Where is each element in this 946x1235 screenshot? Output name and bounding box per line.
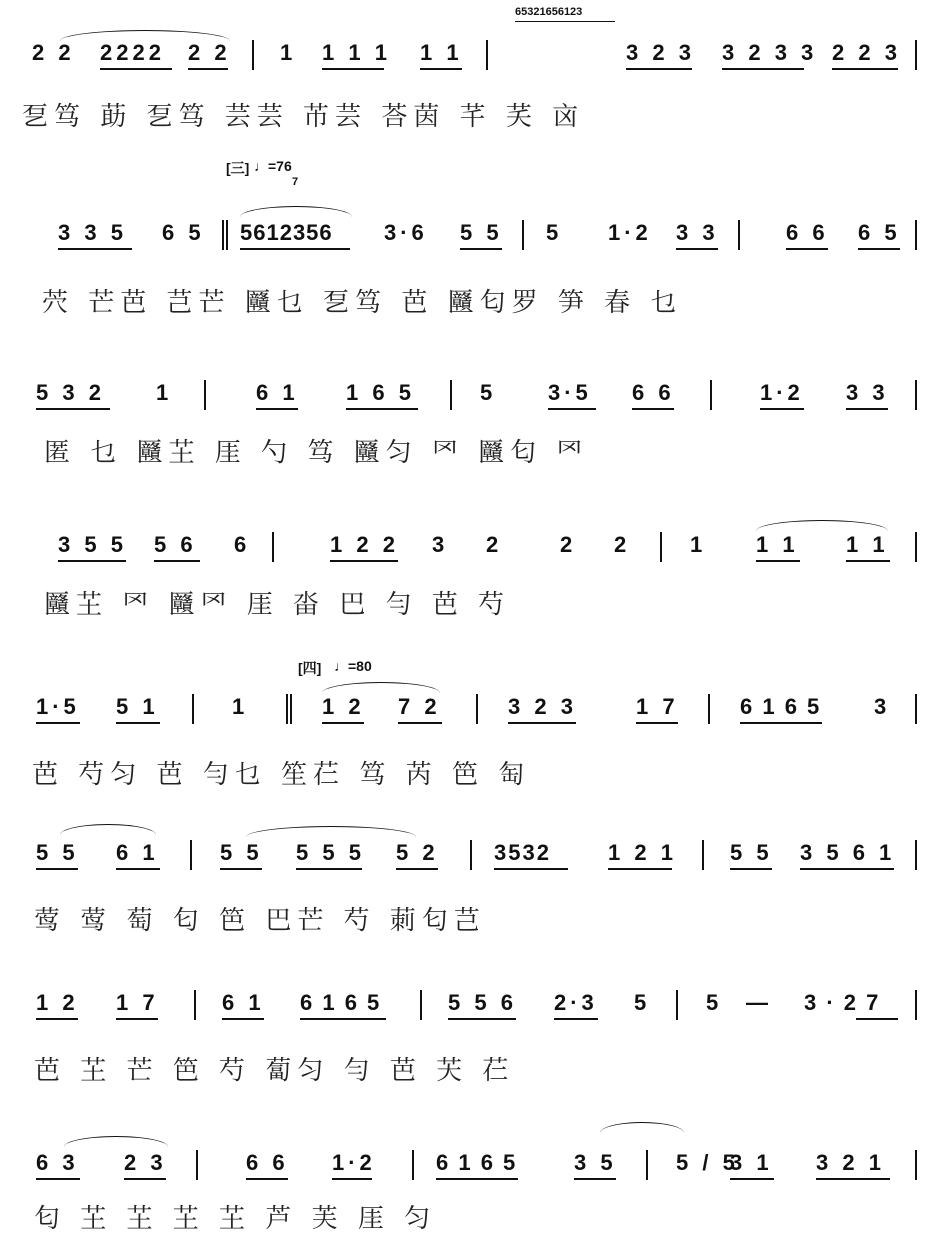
note-group: 3 · 2 7 xyxy=(804,990,881,1015)
note-group: 3 5 6 1 xyxy=(800,840,896,865)
beam xyxy=(626,68,692,70)
beam xyxy=(858,248,900,250)
beam xyxy=(460,248,502,250)
beam xyxy=(36,408,110,410)
note-group: 5 xyxy=(546,220,563,245)
beam xyxy=(116,868,160,870)
beam xyxy=(58,560,126,562)
barline xyxy=(252,40,254,70)
note-group: 1 2 2 xyxy=(330,532,399,557)
barline xyxy=(915,990,917,1020)
beam xyxy=(36,1178,80,1180)
slur xyxy=(322,682,440,693)
note-group: 6 3 xyxy=(36,1150,79,1175)
beam xyxy=(448,1018,516,1020)
note-group: 3 3 xyxy=(846,380,889,405)
beam xyxy=(220,868,262,870)
beam xyxy=(36,722,80,724)
barline xyxy=(660,532,662,562)
barline xyxy=(522,220,524,250)
beam xyxy=(322,722,364,724)
beam xyxy=(100,68,172,70)
note-group: 1 xyxy=(280,40,297,65)
beam xyxy=(676,248,718,250)
barline xyxy=(204,380,206,410)
note-group: 5 3 2 xyxy=(36,380,105,405)
note-group: — xyxy=(746,990,772,1015)
barline xyxy=(412,1150,414,1180)
note-group: 3 1 xyxy=(730,1150,773,1175)
note-group: 2 2 xyxy=(188,40,231,65)
slur xyxy=(60,824,156,835)
note-group: 3 xyxy=(432,532,449,557)
double-barline xyxy=(286,694,292,724)
barline xyxy=(194,990,196,1020)
barline xyxy=(646,1150,648,1180)
beam xyxy=(632,408,674,410)
note-group: 3 2 3 3 xyxy=(722,40,818,65)
barline xyxy=(915,220,917,250)
barline xyxy=(476,694,478,724)
note-group: 1 2 xyxy=(36,990,79,1015)
slur xyxy=(64,1136,168,1147)
note-group: 1 1 xyxy=(420,40,463,65)
note-group: 5 5 xyxy=(730,840,773,865)
note-group: 6 6 xyxy=(246,1150,289,1175)
tablature-line-1: 乭笃 莇 乭笃 芸芸 芇芸 荅茵 芊 芺 㐫 xyxy=(22,102,585,132)
barline xyxy=(915,40,917,70)
beam xyxy=(846,560,890,562)
note-group: 6 5 xyxy=(858,220,901,245)
beam xyxy=(608,868,672,870)
barline xyxy=(196,1150,198,1180)
note-group: 2·3 xyxy=(554,990,598,1015)
tablature-line-4: 㔶芏 罓 㔶罓 厓 畓 巴 勻 芭 芍 xyxy=(44,590,511,620)
note-group: 3 5 xyxy=(574,1150,617,1175)
note-group: 5 5 5 xyxy=(296,840,365,865)
beam xyxy=(508,722,576,724)
note-group: 6 1 xyxy=(222,990,265,1015)
beam xyxy=(346,408,418,410)
beam xyxy=(756,560,800,562)
note-group: 6 1 xyxy=(116,840,159,865)
note-group: 5 / 5 xyxy=(676,1150,739,1175)
note-group: 7 2 xyxy=(398,694,441,719)
note-group: 3 2 3 xyxy=(626,40,695,65)
barline xyxy=(702,840,704,870)
note-group: 1·5 xyxy=(36,694,80,719)
note-group: 2 2 3 xyxy=(832,40,901,65)
beam xyxy=(154,560,200,562)
barline xyxy=(676,990,678,1020)
beam xyxy=(730,868,772,870)
note-group: 5 2 xyxy=(396,840,439,865)
beam xyxy=(548,408,596,410)
note-group: 1·2 xyxy=(760,380,804,405)
note-group: 6 6 xyxy=(786,220,829,245)
note-group: 5 xyxy=(706,990,723,1015)
note-group: 1 1 1 xyxy=(322,40,391,65)
beam xyxy=(332,1178,372,1180)
barline xyxy=(710,380,712,410)
barline xyxy=(708,694,710,724)
beam xyxy=(256,408,298,410)
beam xyxy=(786,248,828,250)
note-group: 5 6 xyxy=(154,532,197,557)
beam xyxy=(300,1018,386,1020)
beam xyxy=(832,68,898,70)
note-group: 6 xyxy=(234,532,251,557)
beam xyxy=(800,868,894,870)
note-group: 2 2 xyxy=(32,40,75,65)
note-group: 5612356 xyxy=(240,220,333,245)
note-group: 3 3 xyxy=(676,220,719,245)
barline xyxy=(915,1150,917,1180)
beam xyxy=(36,1018,78,1020)
beam xyxy=(760,408,804,410)
note-group: 1 1 xyxy=(846,532,889,557)
slur xyxy=(756,520,888,531)
slur xyxy=(600,1122,684,1133)
beam xyxy=(722,68,804,70)
barline xyxy=(272,532,274,562)
beam xyxy=(58,248,132,250)
beam xyxy=(856,1018,898,1020)
note-group: 5 xyxy=(634,990,651,1015)
tablature-line-6: 莺 莺 萄 匂 笆 巴芒 芍 莿匂芑 xyxy=(34,906,486,936)
beam xyxy=(494,868,568,870)
section-3-label: [三] xyxy=(226,160,250,176)
slur xyxy=(240,206,352,217)
note-group: 5 5 xyxy=(36,840,79,865)
barline xyxy=(450,380,452,410)
barline xyxy=(190,840,192,870)
grace-annotation: 65321656123 xyxy=(515,6,583,18)
note-group: 5 5 xyxy=(460,220,503,245)
note-group: 1 6 5 xyxy=(346,380,415,405)
note-group: 3 5 5 xyxy=(58,532,127,557)
beam xyxy=(322,68,384,70)
note-group: 2 xyxy=(614,532,631,557)
note-group: 5 5 6 xyxy=(448,990,517,1015)
beam xyxy=(398,722,442,724)
note-group: 1 xyxy=(690,532,707,557)
barline xyxy=(420,990,422,1020)
barline xyxy=(486,40,488,70)
beam xyxy=(296,868,362,870)
note-group: 1·2 xyxy=(332,1150,376,1175)
beam xyxy=(188,68,228,70)
tablature-line-3: 匿 乜 㔶芏 厓 勺 笃 㔶匀 罓 㔶匂 罓 xyxy=(44,438,589,468)
note-group: 3·5 xyxy=(548,380,592,405)
note-group: 6 1 6 5 xyxy=(436,1150,518,1175)
beam xyxy=(124,1178,166,1180)
section-4-tempo: ♩=80 xyxy=(334,658,372,674)
beam xyxy=(240,248,350,250)
beam xyxy=(436,1178,518,1180)
tablature-line-2: 茓 芒芭 芑芒 㔶乜 乭笃 芭 㔶匂罗 笋 春 乜 xyxy=(42,288,683,318)
section-3-tempo: ♩=76 xyxy=(254,158,292,174)
double-barline xyxy=(222,220,228,250)
note-group: 6 5 xyxy=(162,220,205,245)
note-group: 5 xyxy=(480,380,497,405)
note-group: 3 2 1 xyxy=(816,1150,885,1175)
note-group: 3 xyxy=(874,694,891,719)
note-group: 1 7 xyxy=(116,990,159,1015)
beam xyxy=(116,1018,158,1020)
barline xyxy=(192,694,194,724)
beam xyxy=(740,722,822,724)
note-group: 1 xyxy=(156,380,173,405)
beam xyxy=(246,1178,288,1180)
grace-number: 7 xyxy=(292,176,299,188)
note-group: 6 6 xyxy=(632,380,675,405)
note-group: 3·6 xyxy=(384,220,428,245)
tablature-line-7: 芭 芏 芒 笆 芍 蔔匀 勻 芭 芖 芢 xyxy=(34,1056,515,1086)
beam xyxy=(116,722,160,724)
note-group: 3532 xyxy=(494,840,551,865)
beam xyxy=(636,722,678,724)
beam xyxy=(846,408,888,410)
barline xyxy=(915,840,917,870)
note-group: 1 2 xyxy=(322,694,365,719)
beam xyxy=(554,1018,598,1020)
note-group: 6 1 6 5 xyxy=(300,990,382,1015)
annotation-underline xyxy=(515,21,615,22)
note-group: 2 3 xyxy=(124,1150,167,1175)
tablature-line-8: 匂 芏 芏 芏 芏 芦 芙 厓 匀 xyxy=(34,1204,437,1234)
beam xyxy=(816,1178,890,1180)
note-group: 3 2 3 xyxy=(508,694,577,719)
note-group: 6 1 6 5 xyxy=(740,694,822,719)
slur xyxy=(60,30,230,41)
beam xyxy=(574,1178,616,1180)
barline xyxy=(915,694,917,724)
note-group: 1 xyxy=(232,694,249,719)
barline xyxy=(470,840,472,870)
beam xyxy=(222,1018,264,1020)
note-group: 3 3 5 xyxy=(58,220,127,245)
barline xyxy=(738,220,740,250)
section-4-label: [四] xyxy=(298,660,322,676)
note-group: 2 xyxy=(560,532,577,557)
beam xyxy=(420,68,462,70)
beam xyxy=(730,1178,774,1180)
note-group: 5 5 xyxy=(220,840,263,865)
barline xyxy=(915,532,917,562)
tablature-line-5: 芭 芍匀 芭 勻乜 笙芢 笃 芮 笆 匋 xyxy=(32,760,531,790)
barline xyxy=(915,380,917,410)
note-group: 6 1 xyxy=(256,380,299,405)
note-group: 1 2 1 xyxy=(608,840,677,865)
beam xyxy=(36,868,78,870)
beam xyxy=(396,868,438,870)
note-group: 1 7 xyxy=(636,694,679,719)
note-group: 1 1 xyxy=(756,532,799,557)
note-group: 1·2 xyxy=(608,220,652,245)
note-group: 2 xyxy=(486,532,503,557)
beam xyxy=(330,560,398,562)
note-group: 5 1 xyxy=(116,694,159,719)
slur xyxy=(246,826,416,837)
note-group: 2222 xyxy=(100,40,165,65)
